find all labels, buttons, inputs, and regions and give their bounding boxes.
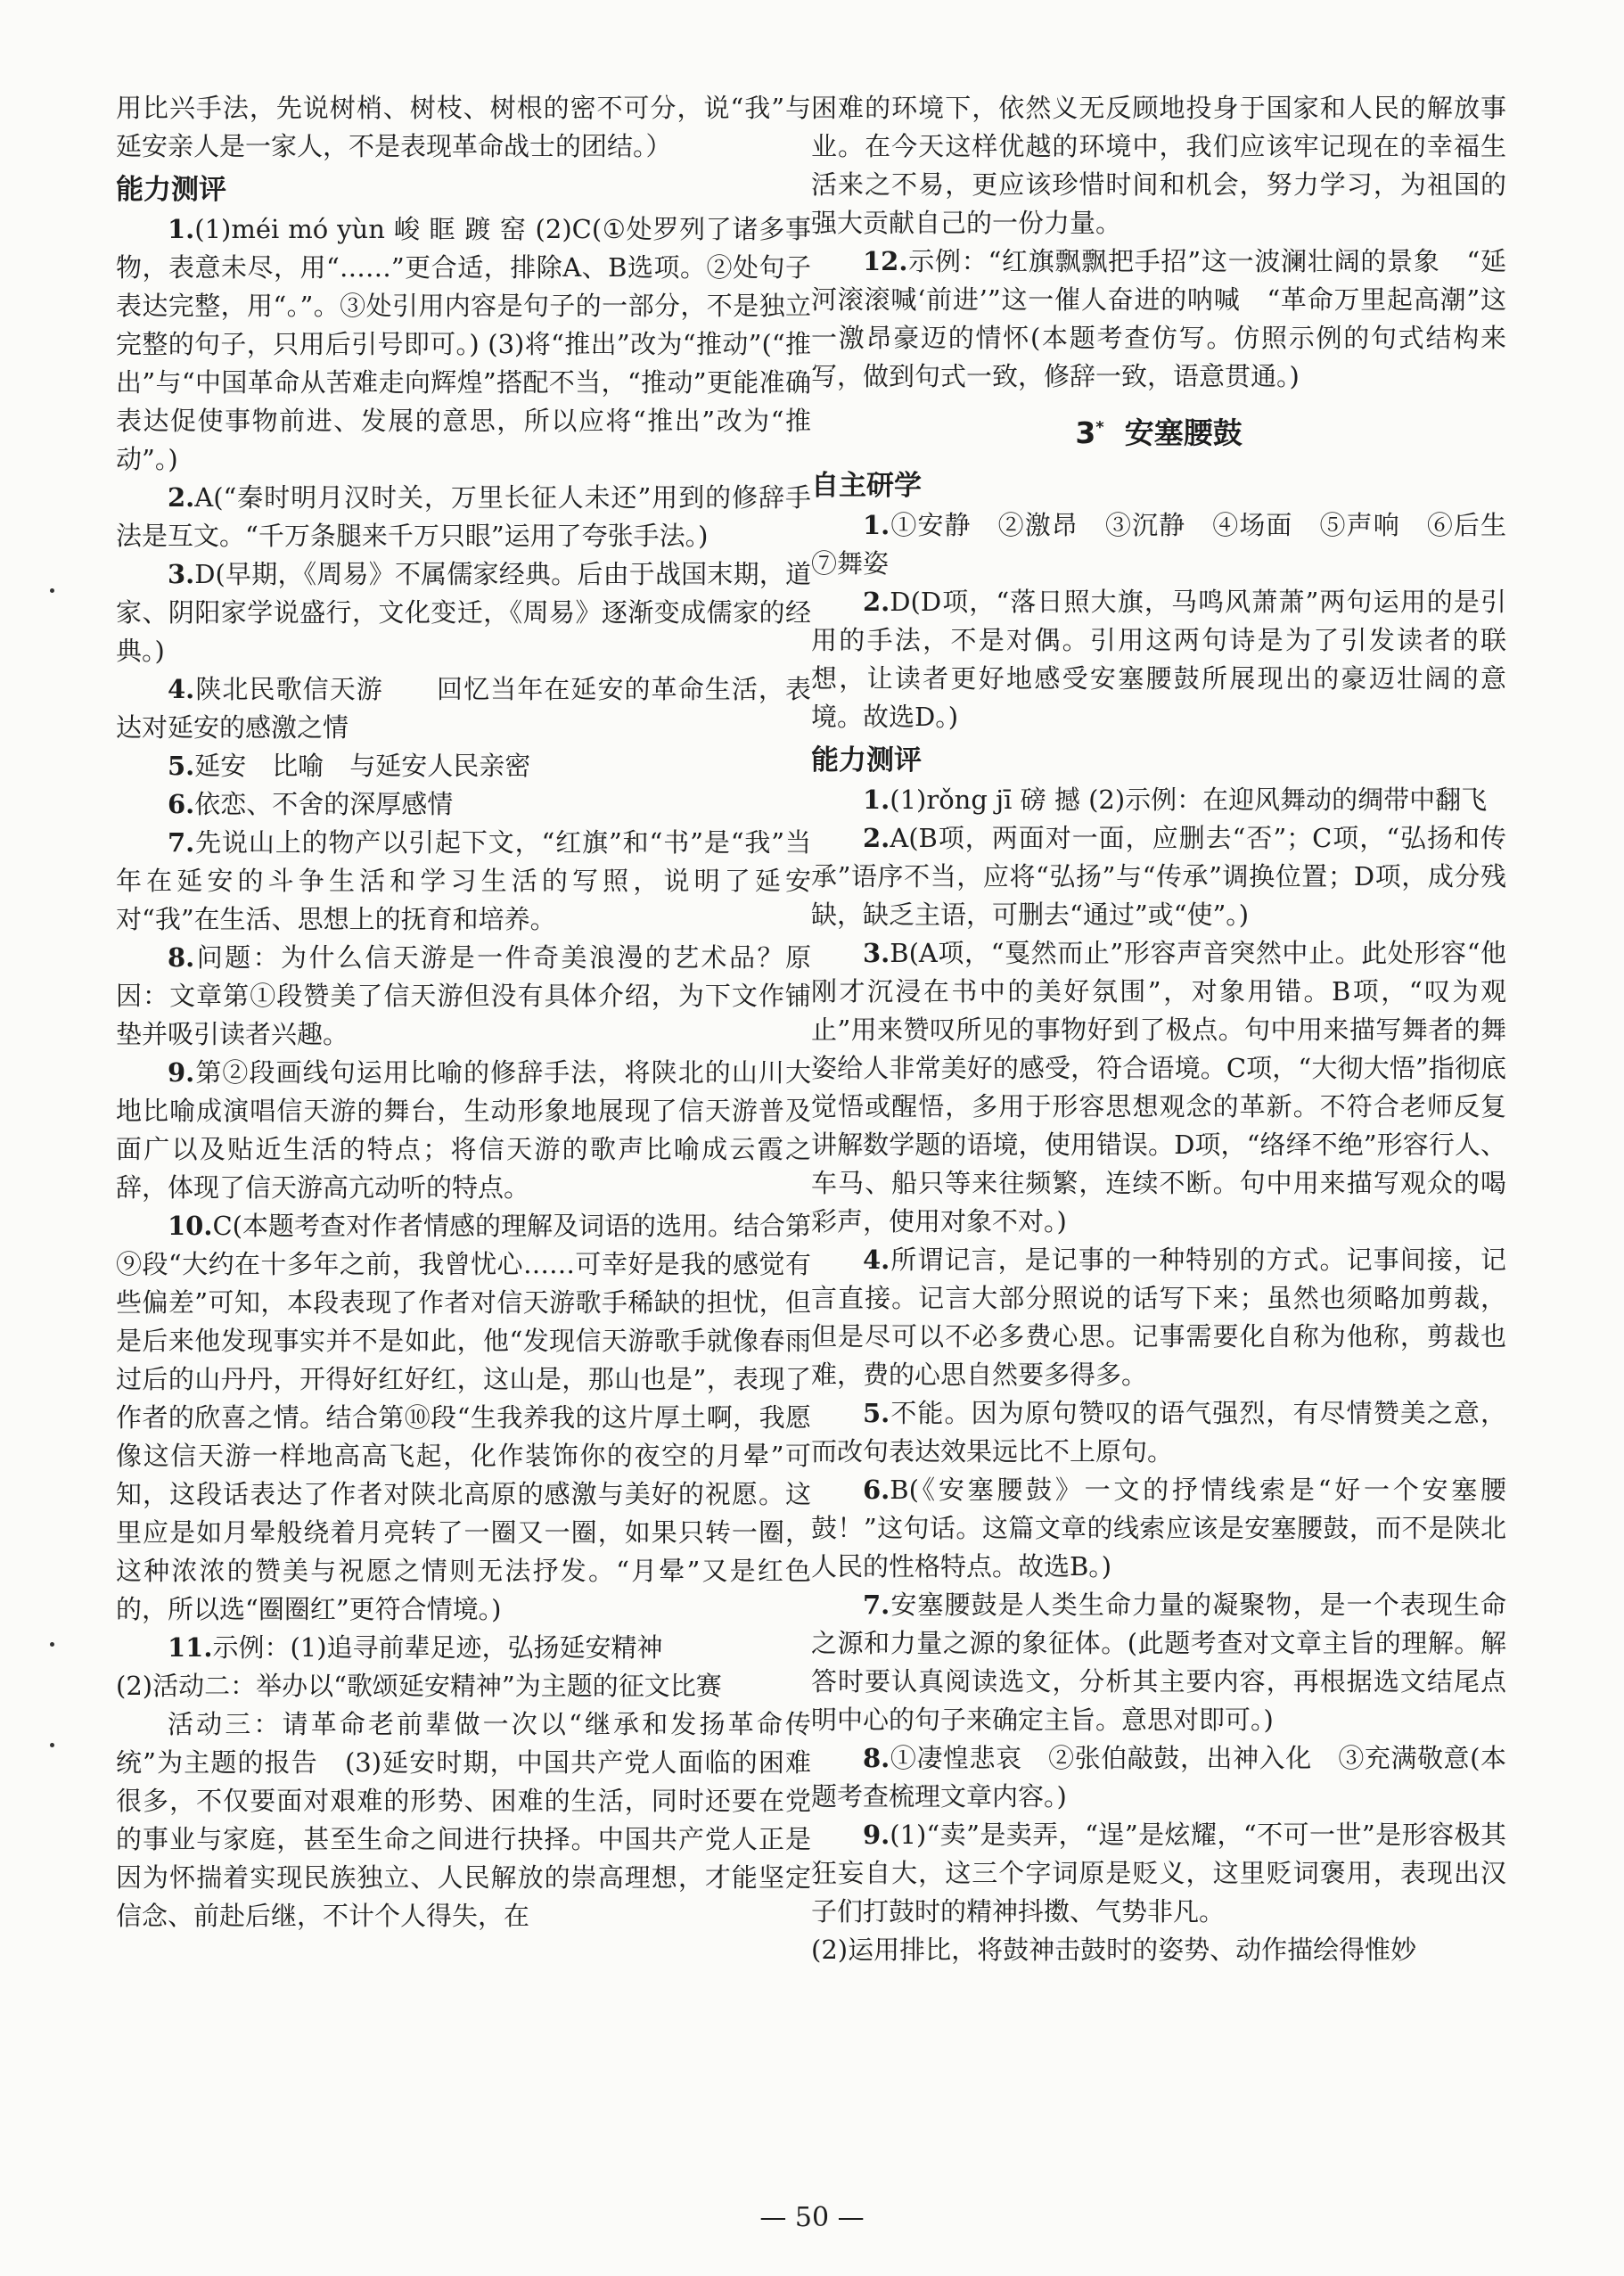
- answer-number: 6.: [863, 1475, 890, 1505]
- answer-number: 5.: [168, 751, 195, 781]
- answer-text: 所谓记言，是记事的一种特别的方式。记事间接，记言直接。记言大部分照说的话写下来；虽然也须略加剪裁，但是尽可以不必多费心思。记事需要化自称为他称，剪裁也难，费的心思自然要多得多。: [811, 1245, 1506, 1390]
- answer-item: [116, 210, 811, 479]
- answer-11-part3: 活动三：请革命老前辈做一次以“继承和发扬革命传统”为主题的报告 (3)延安时期，中国共产党人面临的困难很多，不仅要面对艰难的形势、困难的生活，同时还要在党的事业与家庭，甚至生命之间进行抉择。中国共产党人正是因为怀揣着实现民族独立、人民解放的崇高理想，才能坚定信念、前赴后继，不计个人得失，在: [116, 1709, 811, 1931]
- ability-answer-list: [811, 781, 1506, 1931]
- answer-number: 11.: [168, 1632, 213, 1663]
- left-answer-list: [116, 210, 811, 1667]
- right-column: [811, 89, 1533, 1969]
- answer-item: [116, 747, 811, 785]
- answer-text: B(《安塞腰鼓》一文的抒情线索是“好一个安塞腰鼓！”这句话。这篇文章的线索应该是安塞腰鼓，而不是陕北人民的性格特点。故选B。): [811, 1475, 1506, 1582]
- answer-item: [811, 583, 1506, 736]
- answer-number: 3.: [863, 938, 890, 968]
- answer-item: [116, 555, 811, 670]
- answer-item: [116, 1207, 811, 1629]
- lesson-star: *: [1095, 418, 1104, 437]
- answer-number: 9.: [168, 1057, 195, 1088]
- answer-number: 9.: [863, 1820, 890, 1850]
- answer-item: [811, 1394, 1506, 1471]
- answer-text: B(A项，“戛然而止”形容声音突然中止。此处形容“他刚才沉浸在书中的美好氛围”，对象用错。B项，“叹为观止”用来赞叹所见的事物好到了极点。句中用来描写舞者的舞姿给人非常美好的感受，符合语境。C项，“大彻大悟”指彻底觉悟或醒悟，多用于形容思想观念的革新。不符合老师反复讲解数学题的语境，使用错误。D项，“络绎不绝”形容行人、车马、船只等来往频繁，连续不断。句中用来描写观众的喝彩声，使用对象不对。): [811, 938, 1506, 1237]
- answer-11-part2: (2)活动二：举办以“歌颂延安精神”为主题的征文比赛: [116, 1671, 722, 1701]
- answer-text: 示例：(1)追寻前辈足迹，弘扬延安精神: [212, 1632, 663, 1663]
- section-heading-ability: 能力测评: [116, 174, 226, 206]
- answer-number: 2.: [863, 587, 890, 617]
- answer-number: 8.: [168, 942, 195, 973]
- answer-text: D(D项，“落日照大旗，马鸣风萧萧”两句运用的是引用的手法，不是对偶。引用这两句诗是为了引发读者的联想，让读者更好地感受安塞腰鼓所展现出的豪迈壮阔的意境。故选D。): [811, 587, 1506, 732]
- answer-item: [811, 1471, 1506, 1586]
- answer-number: 1.: [863, 785, 890, 815]
- lesson-number: 3: [1075, 415, 1096, 450]
- answer-text: 不能。因为原句赞叹的语气强烈，有尽情赞美之意，而改句表达效果远比不上原句。: [811, 1398, 1506, 1467]
- answer-12: 12.示例：“红旗飘飘把手招”这一波澜壮阔的景象 “延河滚滚喊‘前进’”这一催人奋进的呐喊 “革命万里起高潮”这一激昂豪迈的情怀(本题考查仿写。仿照示例的句式结构来写，做到句式一致，修辞一致，语意贯通。): [811, 246, 1506, 391]
- answer-text: (1)rǒng jī 磅 撼 (2)示例：在迎风舞动的绸带中翻飞: [890, 785, 1488, 815]
- answer-item: [811, 934, 1506, 1241]
- right-intro: 困难的环境下，依然义无反顾地投身于国家和人民的解放事业。在今天这样优越的环境中，我们应该牢记现在的幸福生活来之不易，更应该珍惜时间和机会，努力学习，为祖国的强大贡献自己的一份力量。: [811, 93, 1506, 238]
- answer-number: 1.: [168, 214, 195, 244]
- scan-mark: [50, 1642, 54, 1647]
- answer-number: 5.: [863, 1398, 890, 1428]
- answer-number: 10.: [168, 1211, 213, 1241]
- answer-text: 陕北民歌信天游 回忆当年在延安的革命生活，表达对延安的感激之情: [116, 674, 811, 743]
- answer-number: 2.: [863, 823, 890, 853]
- scan-mark: [50, 588, 54, 593]
- answer-text: 安塞腰鼓是人类生命力量的凝聚物，是一个表现生命之源和力量之源的象征体。(此题考查对文章主旨的理解。解答时要认真阅读选文，分析其主要内容，再根据选文结尾点明中心的句子来确定主旨。意思对即可。): [811, 1590, 1506, 1735]
- left-column: [116, 89, 811, 1935]
- answer-text: ①安静 ②激昂 ③沉静 ④场面 ⑤声响 ⑥后生 ⑦舞姿: [811, 510, 1533, 579]
- section-heading-ability-2: 能力测评: [811, 744, 922, 776]
- answer-item: [116, 1054, 811, 1207]
- answer-9-part2: (2)运用排比，将鼓神击鼓时的姿势、动作描绘得惟妙: [811, 1935, 1417, 1965]
- lesson-title: [811, 399, 1506, 462]
- answer-item: [811, 1816, 1506, 1931]
- answer-number: 4.: [863, 1245, 890, 1275]
- answer-item: [811, 1739, 1506, 1816]
- answer-item: [116, 1629, 811, 1667]
- answer-number: 7.: [168, 827, 195, 858]
- answer-number: 7.: [863, 1590, 890, 1620]
- self-study-answer-list: [811, 506, 1533, 736]
- page-number: — 50 —: [759, 2202, 865, 2233]
- answer-item: [811, 1241, 1506, 1394]
- answer-item: [116, 479, 811, 555]
- answer-text: A(“秦时明月汉时关，万里长征人未还”用到的修辞手法是互文。“千万条腿来千万只眼”运用了夸张手法。): [116, 482, 811, 551]
- answer-text: ①凄惶悲哀 ②张伯敲鼓，出神入化 ③充满敬意(本题考查梳理文章内容。): [811, 1743, 1506, 1812]
- answer-item: [116, 670, 811, 747]
- answer-text: D(早期，《周易》不属儒家经典。后由于战国末期，道家、阴阳家学说盛行，文化变迁，《周易》逐渐变成儒家的经典。): [116, 559, 811, 666]
- answer-item: [811, 506, 1533, 583]
- scan-mark: [50, 1743, 54, 1747]
- answer-number: 6.: [168, 789, 195, 819]
- answer-text: 依恋、不舍的深厚感情: [194, 789, 454, 819]
- answer-item: [811, 819, 1506, 934]
- answer-text: 问题：为什么信天游是一件奇美浪漫的艺术品？原因：文章第①段赞美了信天游但没有具体介绍，为下文作铺垫并吸引读者兴趣。: [116, 942, 811, 1049]
- answer-item: [811, 781, 1506, 819]
- answer-text: C(本题考查对作者情感的理解及词语的选用。结合第⑨段“大约在十多年之前，我曾忧心……可幸好是我的感觉有些偏差”可知，本段表现了作者对信天游歌手稀缺的担忧，但是后来他发现事实并不是如此，他“发现信天游歌手就像春雨过后的山丹丹，开得好红好红，这山是，那山也是”，表现了作者的欣喜之情。结合第⑩段“生我养我的这片厚土啊，我愿像这信天游一样地高高飞起，化作装饰你的夜空的月晕”可知，这段话表达了作者对陕北高原的感激与美好的祝愿。这里应是如月晕般绕着月亮转了一圈又一圈，如果只转一圈，这种浓浓的赞美与祝愿之情则无法抒发。“月晕”又是红色的，所以选“圈圈红”更符合情境。): [116, 1211, 811, 1624]
- left-intro: 用比兴手法，先说树梢、树枝、树根的密不可分，说“我”与延安亲人是一家人，不是表现革命战士的团结。）: [116, 93, 811, 161]
- answer-text: 第②段画线句运用比喻的修辞手法，将陕北的山川大地比喻成演唱信天游的舞台，生动形象地展现了信天游普及面广以及贴近生活的特点；将信天游的歌声比喻成云霞之辞，体现了信天游高亢动听的特点。: [116, 1057, 811, 1203]
- lesson-title-text: 安塞腰鼓: [1124, 415, 1243, 450]
- answer-text: (1)méi mó yùn 峻 眶 踱 窑 (2)C(①处罗列了诸多事物，表意未尽，用“……”更合适，排除A、B选项。②处句子表达完整，用“。”。③处引用内容是句子的一部分，不是独立完整的句子，只用后引号即可。) (3)将“推出”改为“推动”(“推出”与“中国革命从苦难走向辉煌”搭配不当，“推动”更能准确表达促使事物前进、发展的意思，所以应将“推出”改为“推动”。): [116, 214, 811, 474]
- answer-item: [116, 824, 811, 939]
- answer-text: 先说山上的物产以引起下文，“红旗”和“书”是“我”当年在延安的斗争生活和学习生活的写照，说明了延安对“我”在生活、思想上的抚育和培养。: [116, 827, 811, 934]
- answer-text: (1)“卖”是卖弄，“逞”是炫耀，“不可一世”是形容极其狂妄自大，这三个字词原是贬义，这里贬词褒用，表现出汉子们打鼓时的精神抖擞、气势非凡。: [811, 1820, 1506, 1927]
- answer-number: 1.: [863, 510, 890, 540]
- answer-text: 延安 比喻 与延安人民亲密: [194, 751, 531, 781]
- answer-number: 8.: [863, 1743, 890, 1773]
- section-heading-self-study: 自主研学: [811, 470, 922, 502]
- answer-number: 3.: [168, 559, 195, 589]
- answer-number: 2.: [168, 482, 195, 513]
- answer-number: 4.: [168, 674, 195, 704]
- answer-item: [116, 939, 811, 1054]
- answer-item: [811, 1586, 1506, 1739]
- answer-text: A(B项，两面对一面，应删去“否”；C项，“弘扬和传承”语序不当，应将“弘扬”与“传承”调换位置；D项，成分残缺，缺乏主语，可删去“通过”或“使”。): [811, 823, 1506, 930]
- answer-item: [116, 785, 811, 824]
